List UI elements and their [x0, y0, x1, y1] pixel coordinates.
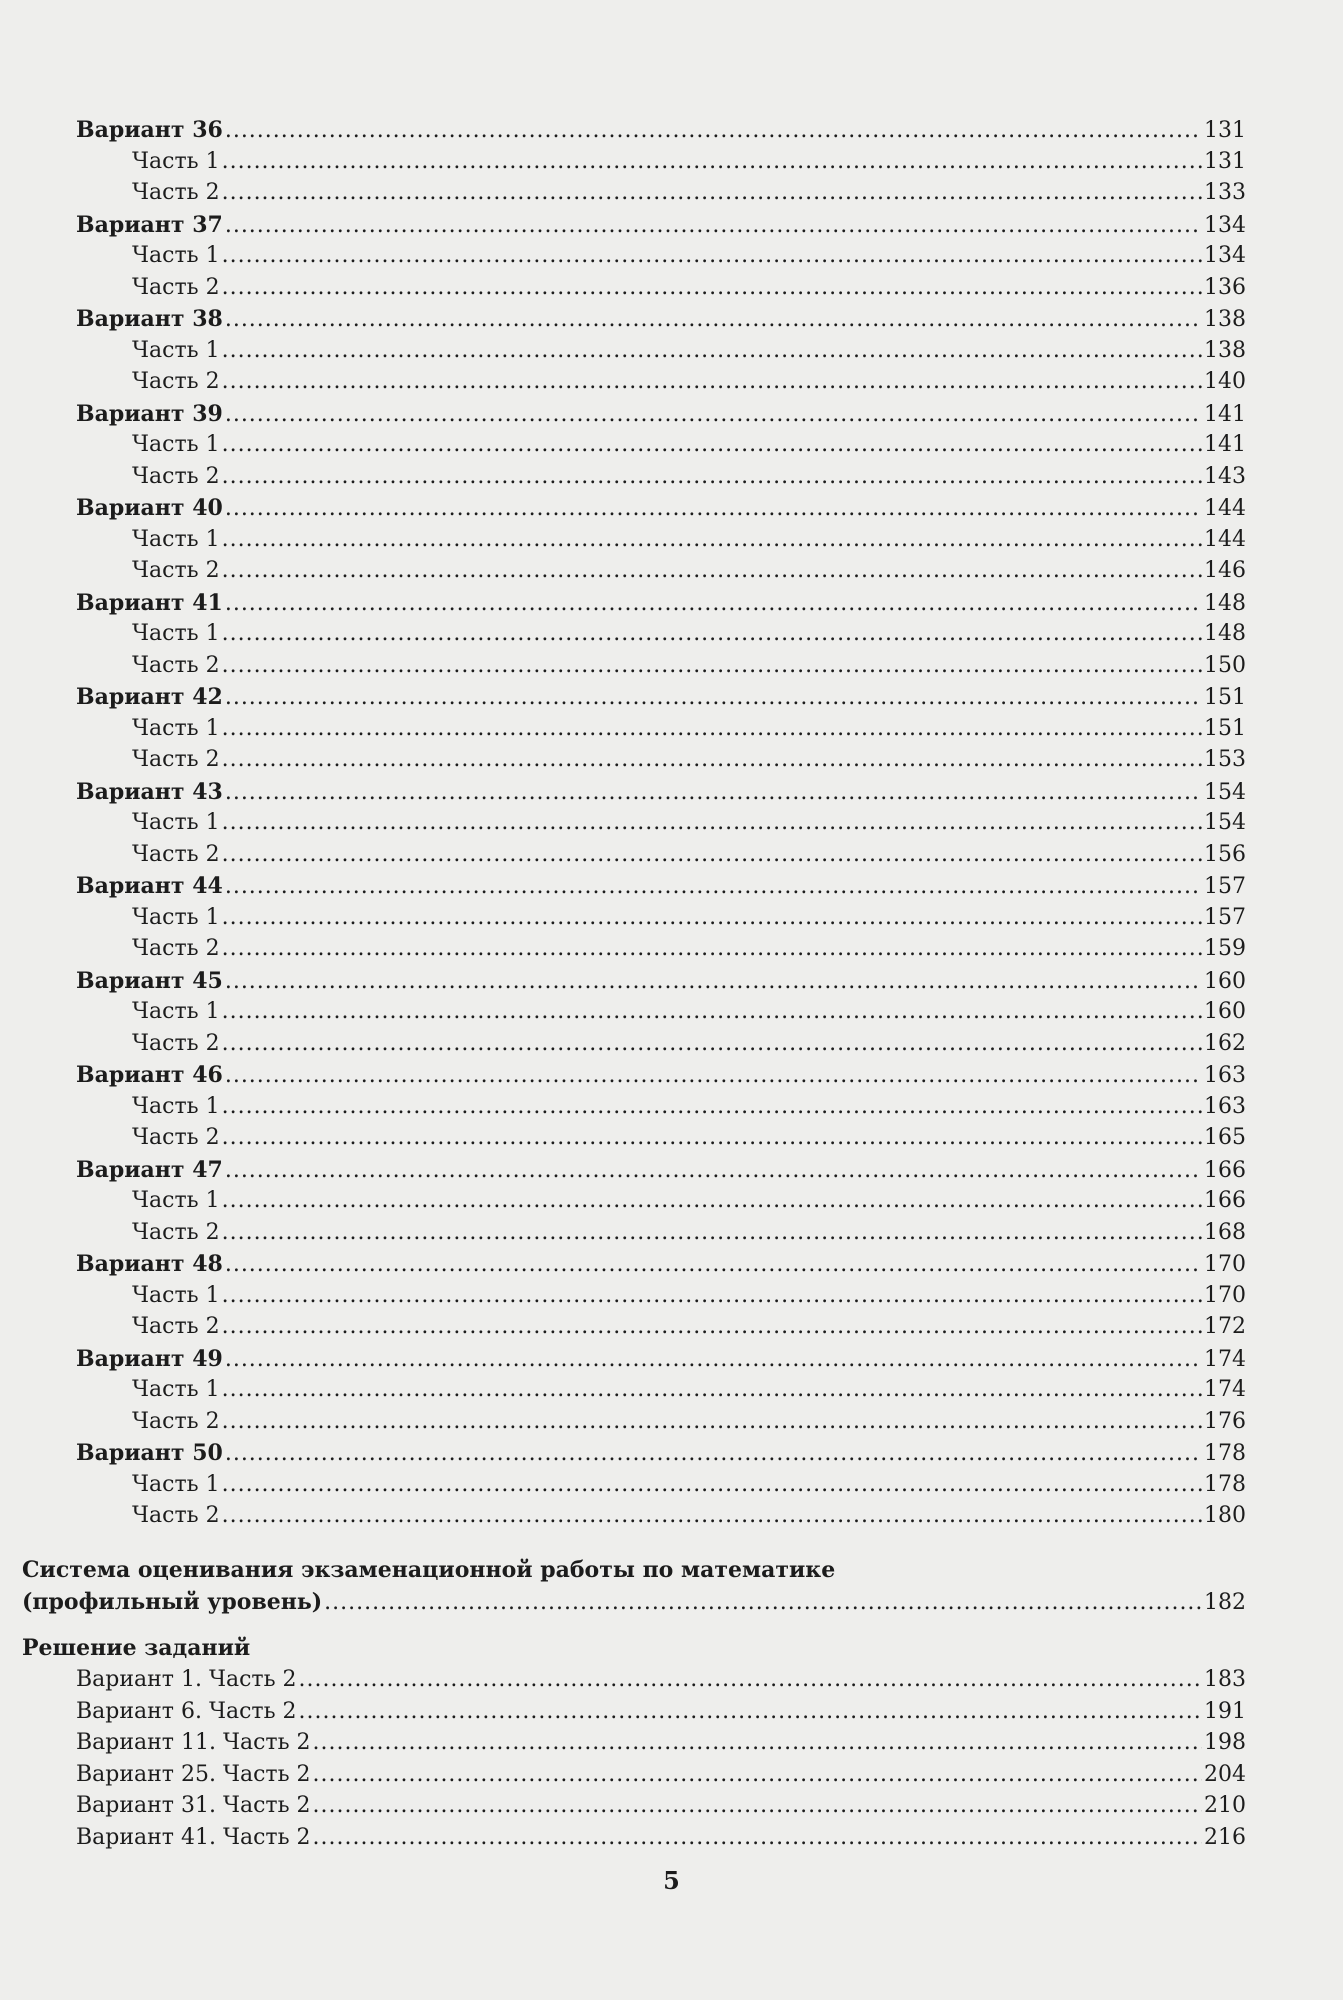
- toc-entry-label: Вариант 41: [76, 590, 223, 616]
- toc-part-entry[interactable]: [132, 933, 1246, 965]
- toc-page-number: 131: [1204, 149, 1246, 174]
- dot-leader: [225, 1344, 1202, 1376]
- toc-entry-label: Вариант 38: [76, 306, 223, 332]
- toc-entry-label: Часть 1: [132, 999, 220, 1024]
- toc-page-number: 157: [1204, 874, 1246, 899]
- toc-entry-label: Часть 2: [132, 653, 220, 678]
- toc-part-entry[interactable]: [132, 555, 1246, 587]
- toc-page-number: 166: [1204, 1188, 1246, 1213]
- toc-part-entry[interactable]: [132, 1122, 1246, 1154]
- dot-leader: [313, 1790, 1202, 1822]
- dot-leader: [225, 493, 1202, 525]
- toc-page-number: 198: [1204, 1730, 1246, 1755]
- dot-leader: [222, 555, 1202, 587]
- toc-entry-label: Часть 2: [132, 747, 220, 772]
- toc-page-number: 141: [1204, 402, 1246, 427]
- toc-entry-label: Часть 1: [132, 527, 220, 552]
- toc-part-entry[interactable]: [132, 839, 1246, 871]
- toc-page-number: 150: [1204, 653, 1246, 678]
- dot-leader: [222, 807, 1202, 839]
- toc-entry-label: Вариант 47: [76, 1157, 223, 1183]
- toc-part-entry[interactable]: [132, 1500, 1246, 1532]
- toc-part-entry[interactable]: [132, 650, 1246, 682]
- grading-section-entry[interactable]: [22, 1586, 1246, 1618]
- toc-entry-label: Часть 2: [132, 1031, 220, 1056]
- toc-page-number: 148: [1204, 591, 1246, 616]
- toc-variant-entry[interactable]: [76, 587, 1246, 619]
- toc-part-entry[interactable]: [132, 524, 1246, 556]
- toc-page-number: 138: [1204, 307, 1246, 332]
- toc-page-number: 141: [1204, 432, 1246, 457]
- toc-page-number: 180: [1204, 1503, 1246, 1528]
- dot-leader: [222, 1122, 1202, 1154]
- toc-variant-entry[interactable]: [76, 1437, 1246, 1469]
- toc-page-number: 133: [1204, 180, 1246, 205]
- toc-entry-label: Часть 2: [132, 369, 220, 394]
- toc-entry-label: Часть 1: [132, 149, 220, 174]
- toc-variant-entry[interactable]: [76, 1154, 1246, 1186]
- toc-page-number: 157: [1204, 905, 1246, 930]
- dot-leader: [222, 1091, 1202, 1123]
- dot-leader: [222, 1185, 1202, 1217]
- dot-leader: [222, 650, 1202, 682]
- dot-leader: [222, 177, 1202, 209]
- dot-leader: [222, 524, 1202, 556]
- toc-entry-label: Часть 1: [132, 810, 220, 835]
- dot-leader: [222, 1217, 1202, 1249]
- toc-entry-label: Вариант 45: [76, 968, 223, 994]
- toc-page-number: 172: [1204, 1314, 1246, 1339]
- dot-leader: [222, 902, 1202, 934]
- toc-variant-entry[interactable]: [76, 776, 1246, 808]
- toc-page-number: 182: [1204, 1590, 1246, 1615]
- toc-page-number: 156: [1204, 842, 1246, 867]
- toc-part-entry[interactable]: [132, 618, 1246, 650]
- toc-part-entry[interactable]: [132, 366, 1246, 398]
- toc-entry-label: Вариант 39: [76, 401, 223, 427]
- dot-leader: [313, 1727, 1202, 1759]
- toc-solution-entry[interactable]: [76, 1790, 1246, 1822]
- dot-leader: [222, 335, 1202, 367]
- toc-part-entry[interactable]: [132, 1280, 1246, 1312]
- toc-entry-label: Часть 2: [132, 1503, 220, 1528]
- toc-entry-label: Вариант 40: [76, 495, 223, 521]
- toc-page-number: 162: [1204, 1031, 1246, 1056]
- toc-variant-entry[interactable]: [76, 1059, 1246, 1091]
- toc-page-number: 131: [1204, 118, 1246, 143]
- dot-leader: [225, 871, 1202, 903]
- toc-entry-label: Вариант 25. Часть 2: [76, 1762, 311, 1787]
- dot-leader: [222, 1028, 1202, 1060]
- dot-leader: [225, 1155, 1202, 1187]
- dot-leader: [222, 996, 1202, 1028]
- toc-page-number: 154: [1204, 810, 1246, 835]
- toc-page-number: 170: [1204, 1283, 1246, 1308]
- toc-variant-entry[interactable]: [76, 492, 1246, 524]
- toc-entry-label: Часть 1: [132, 1094, 220, 1119]
- toc-page-number: 154: [1204, 780, 1246, 805]
- toc-part-entry[interactable]: [132, 1217, 1246, 1249]
- toc-page-number: 160: [1204, 999, 1246, 1024]
- toc-page-number: 204: [1204, 1762, 1246, 1787]
- toc-solution-entry[interactable]: [76, 1664, 1246, 1696]
- toc-page-number: 146: [1204, 558, 1246, 583]
- toc-entry-label: Часть 2: [132, 842, 220, 867]
- toc-page-number: 151: [1204, 685, 1246, 710]
- toc-page-number: 144: [1204, 496, 1246, 521]
- toc-entry-label: Вариант 6. Часть 2: [76, 1699, 297, 1724]
- toc-page-number: 174: [1204, 1377, 1246, 1402]
- dot-leader: [225, 1060, 1202, 1092]
- toc-page-number: 178: [1204, 1441, 1246, 1466]
- dot-leader: [225, 966, 1202, 998]
- toc-part-entry[interactable]: [132, 429, 1246, 461]
- toc-entry-label: Часть 2: [132, 1125, 220, 1150]
- toc-solution-entry[interactable]: [76, 1822, 1246, 1854]
- toc-part-entry[interactable]: [132, 1406, 1246, 1438]
- toc-entry-label: Вариант 46: [76, 1062, 223, 1088]
- toc-page-number: 210: [1204, 1793, 1246, 1818]
- dot-leader: [299, 1664, 1202, 1696]
- toc-part-entry[interactable]: [132, 1469, 1246, 1501]
- toc-page-number: 138: [1204, 338, 1246, 363]
- toc-page-number: 144: [1204, 527, 1246, 552]
- toc-page-number: 160: [1204, 969, 1246, 994]
- toc-entry-label: Часть 2: [132, 1409, 220, 1434]
- toc-part-entry[interactable]: [132, 1028, 1246, 1060]
- toc-entry-label: Часть 2: [132, 558, 220, 583]
- toc-page-number: 134: [1204, 243, 1246, 268]
- toc-entry-label: Часть 1: [132, 621, 220, 646]
- toc-variant-entry[interactable]: [76, 1343, 1246, 1375]
- toc-entry-label: Вариант 44: [76, 873, 223, 899]
- toc-variant-entry[interactable]: [76, 681, 1246, 713]
- toc-variant-entry[interactable]: [76, 1248, 1246, 1280]
- dot-leader: [222, 366, 1202, 398]
- toc-variant-entry[interactable]: [76, 303, 1246, 335]
- toc-page-number: 159: [1204, 936, 1246, 961]
- toc-solution-entry[interactable]: [76, 1727, 1246, 1759]
- dot-leader: [222, 429, 1202, 461]
- toc-variant-entry[interactable]: [76, 398, 1246, 430]
- toc-variant-entry[interactable]: [76, 114, 1246, 146]
- dot-leader: [225, 399, 1202, 431]
- toc-entry-label: Часть 2: [132, 936, 220, 961]
- toc-entry-label: Вариант 37: [76, 212, 223, 238]
- toc-entry-label: Часть 1: [132, 1283, 220, 1308]
- dot-leader: [225, 682, 1202, 714]
- dot-leader: [222, 1280, 1202, 1312]
- dot-leader: [299, 1696, 1202, 1728]
- dot-leader: [313, 1822, 1202, 1854]
- toc-page-number: 176: [1204, 1409, 1246, 1434]
- toc-entry-label: Часть 1: [132, 243, 220, 268]
- toc-entry-label: Вариант 43: [76, 779, 223, 805]
- toc-page-number: 216: [1204, 1825, 1246, 1850]
- dot-leader: [222, 240, 1202, 272]
- toc-entry-label: Часть 1: [132, 716, 220, 741]
- dot-leader: [222, 744, 1202, 776]
- toc-page-number: 163: [1204, 1094, 1246, 1119]
- dot-leader: [222, 618, 1202, 650]
- toc-part-entry[interactable]: [132, 807, 1246, 839]
- toc-part-entry[interactable]: [132, 240, 1246, 272]
- toc-entry-label: Часть 1: [132, 338, 220, 363]
- toc-entry-label: Часть 2: [132, 1314, 220, 1339]
- toc-entry-label: Вариант 50: [76, 1440, 223, 1466]
- toc-page-number: 183: [1204, 1667, 1246, 1692]
- grading-section-title-line1: Система оценивания экзаменационной работы по математике: [22, 1557, 836, 1583]
- toc-part-entry[interactable]: [132, 177, 1246, 209]
- toc-part-entry[interactable]: [132, 1185, 1246, 1217]
- dot-leader: [225, 210, 1202, 242]
- dot-leader: [313, 1759, 1202, 1791]
- toc-part-entry[interactable]: [132, 744, 1246, 776]
- toc-solution-entry[interactable]: [76, 1696, 1246, 1728]
- dot-leader: [222, 1500, 1202, 1532]
- toc-entry-label: (профильный уровень): [22, 1589, 323, 1615]
- dot-leader: [225, 1438, 1202, 1470]
- toc-page-number: 174: [1204, 1347, 1246, 1372]
- toc-entry-label: Часть 2: [132, 464, 220, 489]
- toc-entry-label: Часть 1: [132, 1188, 220, 1213]
- toc-solution-entry[interactable]: [76, 1759, 1246, 1791]
- toc-entry-label: Вариант 48: [76, 1251, 223, 1277]
- dot-leader: [222, 713, 1202, 745]
- dot-leader: [225, 588, 1202, 620]
- toc-part-entry[interactable]: [132, 461, 1246, 493]
- toc-page-number: 178: [1204, 1472, 1246, 1497]
- toc-entry-label: Часть 2: [132, 180, 220, 205]
- dot-leader: [225, 1249, 1202, 1281]
- dot-leader: [222, 272, 1202, 304]
- toc-variant-entry[interactable]: [76, 870, 1246, 902]
- toc-page-number: 166: [1204, 1158, 1246, 1183]
- dot-leader: [222, 146, 1202, 178]
- toc-page-number: 191: [1204, 1699, 1246, 1724]
- dot-leader: [222, 933, 1202, 965]
- solutions-section-title: Решение заданий: [22, 1635, 251, 1661]
- dot-leader: [225, 777, 1202, 809]
- toc-part-entry[interactable]: [132, 996, 1246, 1028]
- toc-page-number: 163: [1204, 1063, 1246, 1088]
- page-number: 5: [663, 1866, 680, 1895]
- dot-leader: [225, 115, 1202, 147]
- toc-entry-label: Вариант 49: [76, 1346, 223, 1372]
- toc-variant-entry[interactable]: [76, 209, 1246, 241]
- toc-page-number: 136: [1204, 275, 1246, 300]
- toc-page-number: 165: [1204, 1125, 1246, 1150]
- dot-leader: [222, 1469, 1202, 1501]
- toc-entry-label: Часть 2: [132, 1220, 220, 1245]
- toc-part-entry[interactable]: [132, 335, 1246, 367]
- dot-leader: [324, 1587, 1202, 1619]
- toc-page-number: 148: [1204, 621, 1246, 646]
- toc-page-number: 140: [1204, 369, 1246, 394]
- toc-part-entry[interactable]: [132, 1374, 1246, 1406]
- toc-entry-label: Часть 1: [132, 432, 220, 457]
- toc-page-number: 143: [1204, 464, 1246, 489]
- toc-entry-label: Вариант 1. Часть 2: [76, 1667, 297, 1692]
- toc-part-entry[interactable]: [132, 1311, 1246, 1343]
- toc-page-number: 153: [1204, 747, 1246, 772]
- toc-entry-label: Часть 2: [132, 275, 220, 300]
- toc-page-number: 168: [1204, 1220, 1246, 1245]
- toc-entry-label: Вариант 42: [76, 684, 223, 710]
- toc-page-number: 134: [1204, 213, 1246, 238]
- toc-part-entry[interactable]: [132, 272, 1246, 304]
- toc-variant-entry[interactable]: [76, 965, 1246, 997]
- toc-entry-label: Вариант 31. Часть 2: [76, 1793, 311, 1818]
- toc-page-number: 151: [1204, 716, 1246, 741]
- dot-leader: [225, 304, 1202, 336]
- toc-entry-label: Вариант 11. Часть 2: [76, 1730, 311, 1755]
- toc-entry-label: Вариант 41. Часть 2: [76, 1825, 311, 1850]
- dot-leader: [222, 461, 1202, 493]
- dot-leader: [222, 1374, 1202, 1406]
- toc-part-entry[interactable]: [132, 146, 1246, 178]
- toc-page-number: 170: [1204, 1252, 1246, 1277]
- toc-part-entry[interactable]: [132, 1091, 1246, 1123]
- dot-leader: [222, 1311, 1202, 1343]
- dot-leader: [222, 839, 1202, 871]
- dot-leader: [222, 1406, 1202, 1438]
- toc-entry-label: Вариант 36: [76, 117, 223, 143]
- toc-entry-label: Часть 1: [132, 1377, 220, 1402]
- toc-entry-label: Часть 1: [132, 1472, 220, 1497]
- toc-part-entry[interactable]: [132, 902, 1246, 934]
- toc-part-entry[interactable]: [132, 713, 1246, 745]
- toc-entry-label: Часть 1: [132, 905, 220, 930]
